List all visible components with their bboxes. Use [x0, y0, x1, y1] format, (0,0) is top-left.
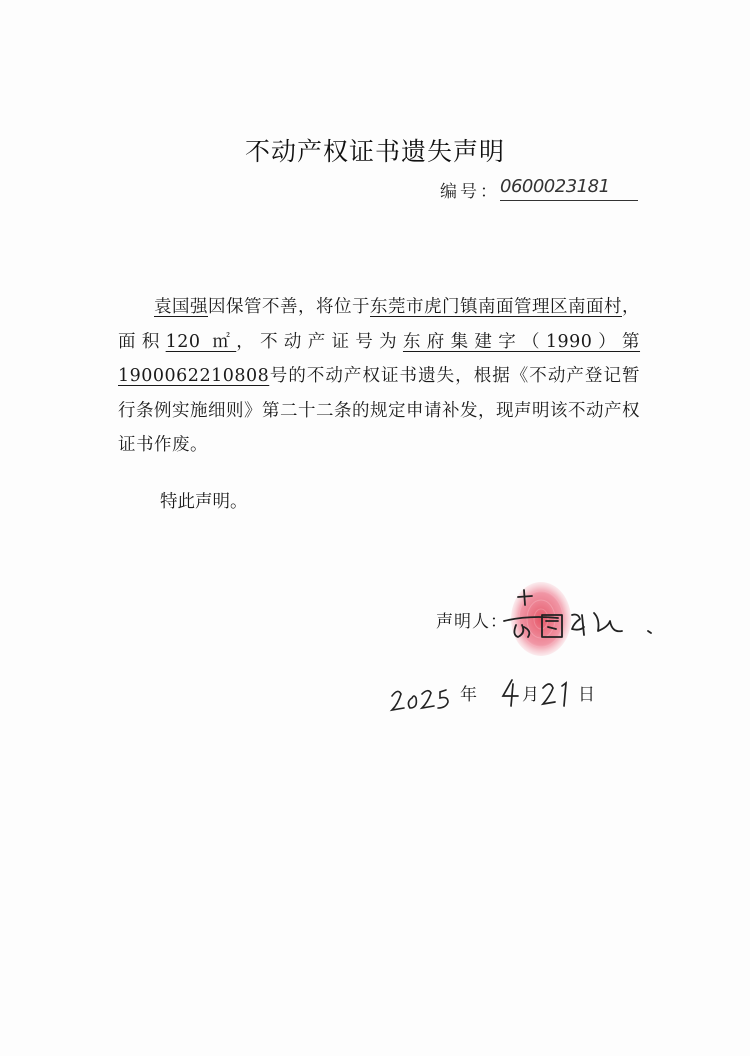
signature-label: 声明人： [436, 612, 508, 632]
paragraph-text-1: 因保管不善，将位于 [208, 297, 370, 317]
month-char: 月 [522, 685, 539, 705]
serial-value: 0600023181 [500, 176, 638, 201]
property-location: 东莞市虎门镇南面管理区南面村 [370, 297, 622, 317]
day-char: 日 [578, 685, 595, 705]
handwritten-year [388, 682, 468, 716]
declaration-paragraph [118, 290, 640, 463]
handwritten-day [540, 680, 574, 708]
paragraph-text-4: 号的不动产权证书遗失，根据《不动产登记暂行条例实施细则》第二十二条的规定申请补发，现声明该不动产权证书作废。 [118, 366, 640, 455]
certificate-number: 东府集建字（1990）第1900062210808 [118, 331, 641, 386]
paragraph-text-2: ，面积 [118, 297, 640, 352]
paragraph-text-3: ，不动产证号为 [236, 331, 403, 352]
declaration-date [388, 672, 618, 722]
handwritten-month [500, 678, 520, 708]
serial-number-field [440, 174, 640, 204]
serial-label: 编号： [440, 182, 500, 202]
document-title: 不动产权证书遗失声明 [244, 137, 505, 166]
property-area: 120 ㎡ [165, 331, 237, 352]
declaration-body [118, 290, 640, 463]
owner-name: 袁国强 [154, 297, 208, 317]
closing-text: 特此声明。 [160, 492, 248, 512]
handwritten-signature [498, 585, 668, 655]
year-char: 年 [460, 685, 477, 705]
